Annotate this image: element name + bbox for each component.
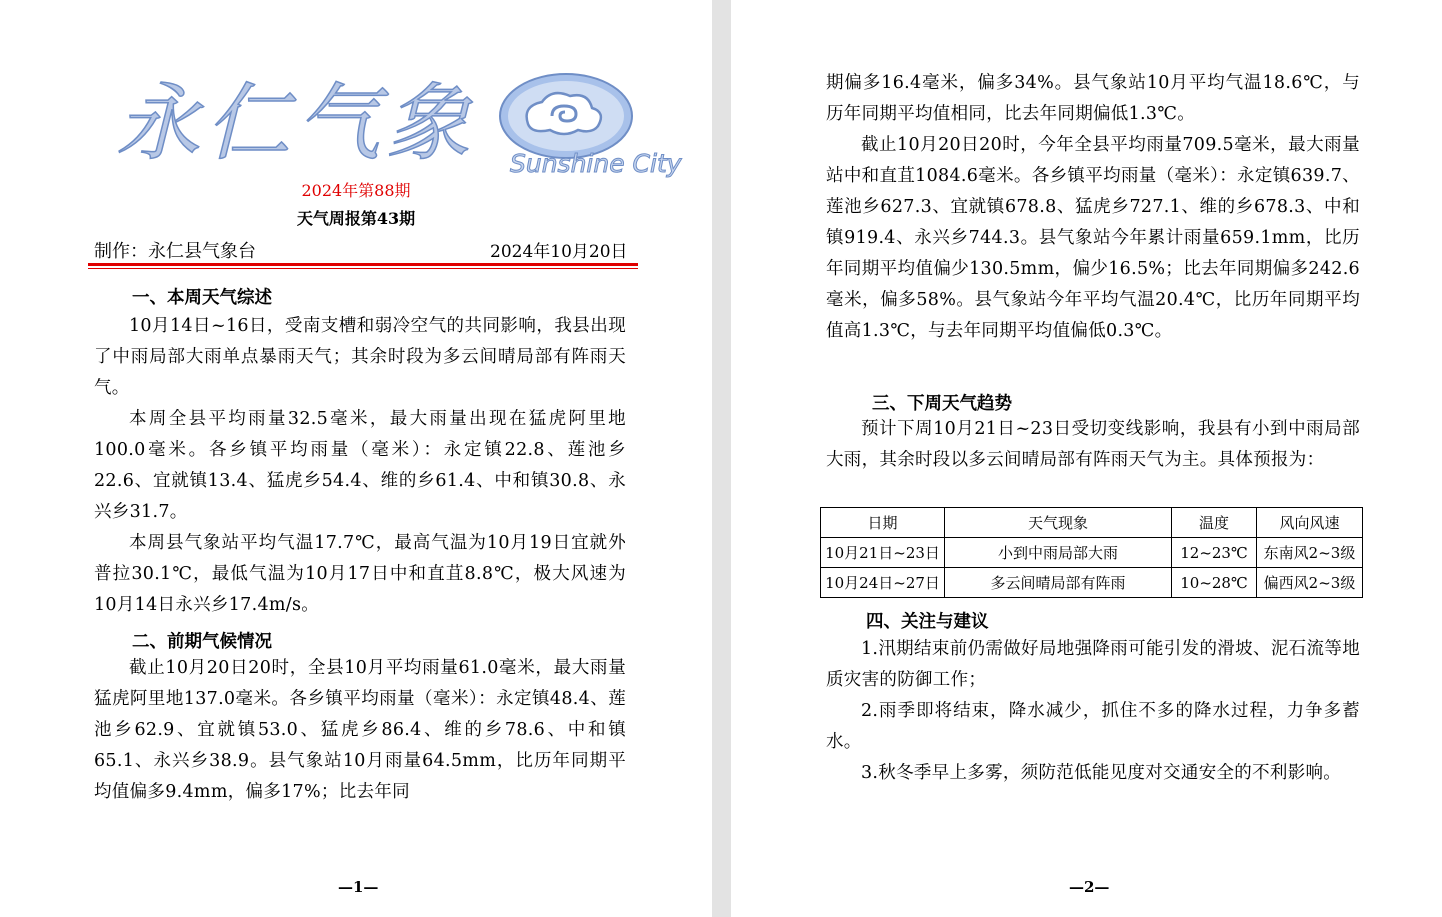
paragraph: 期偏多16.4毫米，偏多34%。县气象站10月平均气温18.6℃，与历年同期平均值相同，比去年同期偏低1.3℃。 — [826, 73, 1360, 124]
column-header: 天气现象 — [945, 508, 1172, 538]
table-cell: 偏西风2~3级 — [1257, 568, 1363, 598]
section-1-body — [94, 311, 626, 621]
header-divider-thin — [88, 268, 638, 269]
page-gap — [712, 0, 731, 917]
suggestion-item: 1.汛期结束前仍需做好局地强降雨可能引发的滑坡、泥石流等地质灾害的防御工作； — [826, 639, 1360, 690]
publish-date: 2024年10月20日 — [490, 242, 628, 262]
table-row — [821, 538, 1363, 568]
table-cell: 小到中雨局部大雨 — [945, 538, 1172, 568]
table-cell: 东南风2~3级 — [1257, 538, 1363, 568]
suggestion-item: 3.秋冬季早上多雾，须防范低能见度对交通安全的不利影响。 — [861, 763, 1342, 783]
table-row — [821, 568, 1363, 598]
paragraph: 10月14日~16日，受南支槽和弱冷空气的共同影响，我县出现了中雨局部大雨单点暴雨天气；其余时段为多云间晴局部有阵雨天气。 — [94, 316, 626, 398]
publisher: 制作：永仁县气象台 — [94, 241, 256, 262]
section-3-body — [826, 414, 1360, 476]
table-cell: 多云间晴局部有阵雨 — [945, 568, 1172, 598]
svg-text:Sunshine City: Sunshine City — [510, 149, 682, 178]
header-divider — [88, 263, 638, 266]
table-header-row — [821, 508, 1363, 538]
issue-number: 2024年第88期 — [301, 181, 411, 200]
column-header: 风向风速 — [1257, 508, 1363, 538]
table-cell: 10月21日~23日 — [821, 538, 945, 568]
paragraph: 预计下周10月21日~23日受切变线影响，我县有小到中雨局部大雨，其余时段以多云间晴局部有阵雨天气为主。具体预报为： — [826, 419, 1360, 470]
paragraph: 截止10月20日20时，今年全县平均雨量709.5毫米，最大雨量站中和直苴1084.6毫米。各乡镇平均雨量（毫米）：永定镇639.7、莲池乡627.3、宜就镇678.8、猛虎乡727.1、维的乡678.3、中和镇919.4、永兴乡744.3。县气象站今年累计雨量659.1mm，比历年同期平均值偏少130.5mm，偏少16.5%；比去年同期偏多242.6毫米，偏多58%。县气象站今年平均气温20.4℃，比历年同期平均值高1.3℃，与去年同期平均值偏低0.3℃。 — [826, 135, 1360, 341]
section-4-heading: 四、关注与建议 — [866, 612, 989, 632]
section-2-heading: 二、前期气候情况 — [132, 632, 272, 652]
paragraph: 截止10月20日20时，全县10月平均雨量61.0毫米，最大雨量猛虎阿里地137.0毫米。各乡镇平均雨量（毫米）：永定镇48.4、莲池乡62.9、宜就镇53.0、猛虎乡86.4、维的乡78.6、中和镇65.1、永兴乡38.9。县气象站10月雨量64.5mm，比历年同期平均值偏多9.4mm，偏多17%；比去年同 — [94, 658, 626, 802]
report-number: 天气周报第43期 — [296, 209, 416, 228]
paragraph: 本周县气象站平均气温17.7℃，最高气温为10月19日宜就外普拉30.1℃，最低气温为10月17日中和直苴8.8℃，极大风速为10月14日永兴乡17.4m/s。 — [94, 533, 626, 615]
table-cell: 10月24日~27日 — [821, 568, 945, 598]
section-3-heading: 三、下周天气趋势 — [872, 394, 1012, 414]
document-page-1 — [0, 0, 712, 917]
page-number: —1— — [338, 878, 379, 896]
column-header: 日期 — [821, 508, 945, 538]
section-2-body — [94, 653, 626, 808]
table-cell: 12~23℃ — [1172, 538, 1257, 568]
svg-text:永仁气象: 永仁气象 — [116, 74, 477, 172]
forecast-table — [820, 507, 1363, 598]
page-number: —2— — [1069, 878, 1110, 896]
paragraph: 本周全县平均雨量32.5毫米，最大雨量出现在猛虎阿里地100.0毫米。各乡镇平均雨量（毫米）：永定镇22.8、莲池乡22.6、宜就镇13.4、猛虎乡54.4、维的乡61.4、中和镇30.8、永兴乡31.7。 — [94, 409, 626, 522]
continued-text — [826, 68, 1360, 347]
section-4-body — [826, 634, 1360, 789]
sunshine-city-logo — [496, 72, 682, 184]
column-header: 温度 — [1172, 508, 1257, 538]
masthead-title — [112, 74, 484, 172]
table-cell: 10~28℃ — [1172, 568, 1257, 598]
section-1-heading: 一、本周天气综述 — [132, 288, 272, 308]
suggestion-item: 2.雨季即将结束，降水减少，抓住不多的降水过程，力争多蓄水。 — [826, 701, 1360, 752]
